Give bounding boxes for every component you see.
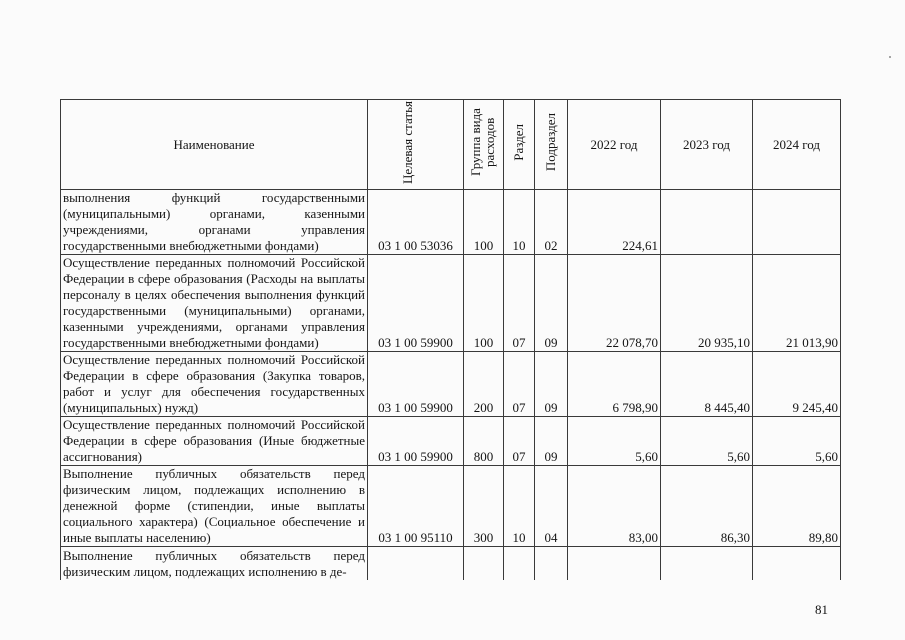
row-group: 200 [464, 352, 504, 417]
row-value-2024: 9 245,40 [753, 352, 841, 417]
table-row [61, 255, 841, 352]
table-header [61, 100, 841, 190]
header-section: Раздел [504, 100, 535, 190]
row-section: 07 [504, 255, 535, 352]
row-value-2023: 8 445,40 [661, 352, 753, 417]
row-value-2024 [753, 547, 841, 581]
table-row [61, 466, 841, 547]
scan-speck [889, 56, 891, 58]
row-value-2024: 21 013,90 [753, 255, 841, 352]
row-code: 03 1 00 59900 [368, 417, 464, 466]
row-value-2023: 86,30 [661, 466, 753, 547]
row-subsection [535, 547, 568, 581]
row-subsection: 04 [535, 466, 568, 547]
table-row [61, 547, 841, 581]
row-value-2024: 5,60 [753, 417, 841, 466]
row-section: 07 [504, 417, 535, 466]
row-subsection: 09 [535, 352, 568, 417]
row-value-2023 [661, 547, 753, 581]
header-target-article: Целевая статья [368, 100, 464, 190]
row-value-2023 [661, 190, 753, 255]
row-value-2022: 22 078,70 [568, 255, 661, 352]
row-name: Выполнение публичных обязательств перед физическим лицом, подлежащих исполнению в де- [61, 547, 368, 581]
row-value-2022: 224,61 [568, 190, 661, 255]
row-value-2023: 20 935,10 [661, 255, 753, 352]
row-value-2022 [568, 547, 661, 581]
row-value-2024 [753, 190, 841, 255]
row-code: 03 1 00 59900 [368, 255, 464, 352]
row-code: 03 1 00 59900 [368, 352, 464, 417]
header-subsection: Подраздел [535, 100, 568, 190]
row-group [464, 547, 504, 581]
row-name: Осуществление переданных полномочий Российской Федерации в сфере образования (Иные бюджетные ассигнования) [61, 417, 368, 466]
header-expense-group: Группа вида расходов [464, 100, 504, 190]
row-subsection: 09 [535, 255, 568, 352]
row-group: 800 [464, 417, 504, 466]
header-year-2023: 2023 год [661, 100, 753, 190]
row-subsection: 09 [535, 417, 568, 466]
row-section: 07 [504, 352, 535, 417]
row-code: 03 1 00 95110 [368, 466, 464, 547]
table-row [61, 352, 841, 417]
row-group: 100 [464, 190, 504, 255]
row-value-2022: 5,60 [568, 417, 661, 466]
row-value-2022: 6 798,90 [568, 352, 661, 417]
header-name: Наименование [61, 100, 368, 190]
header-year-2022: 2022 год [568, 100, 661, 190]
budget-table [60, 99, 841, 580]
row-name: выполнения функций государственными (муниципальными) органами, казенными учреждениями, органами управления государственными внебюджетными фондами) [61, 190, 368, 255]
page-number: 81 [815, 602, 828, 617]
row-subsection: 02 [535, 190, 568, 255]
row-section: 10 [504, 190, 535, 255]
row-section [504, 547, 535, 581]
row-group: 300 [464, 466, 504, 547]
table-row [61, 417, 841, 466]
header-year-2024: 2024 год [753, 100, 841, 190]
row-value-2022: 83,00 [568, 466, 661, 547]
row-name: Выполнение публичных обязательств перед физическим лицом, подлежащих исполнению в денежной форме (стипендии, иные выплаты социального характера) (Социальное обеспечение и иные выплаты населению) [61, 466, 368, 547]
row-group: 100 [464, 255, 504, 352]
row-code [368, 547, 464, 581]
row-value-2023: 5,60 [661, 417, 753, 466]
row-value-2024: 89,80 [753, 466, 841, 547]
row-name: Осуществление переданных полномочий Российской Федерации в сфере образования (Расходы на выплаты персоналу в целях обеспечения выполнения функций государственными (муниципальными) органами, казенными учреждениями, органами управления государственными внебюджетными фондами) [61, 255, 368, 352]
row-section: 10 [504, 466, 535, 547]
table-body [61, 190, 841, 581]
table-row [61, 190, 841, 255]
row-name: Осуществление переданных полномочий Российской Федерации в сфере образования (Закупка товаров, работ и услуг для обеспечения государственных (муниципальных) нужд) [61, 352, 368, 417]
row-code: 03 1 00 53036 [368, 190, 464, 255]
